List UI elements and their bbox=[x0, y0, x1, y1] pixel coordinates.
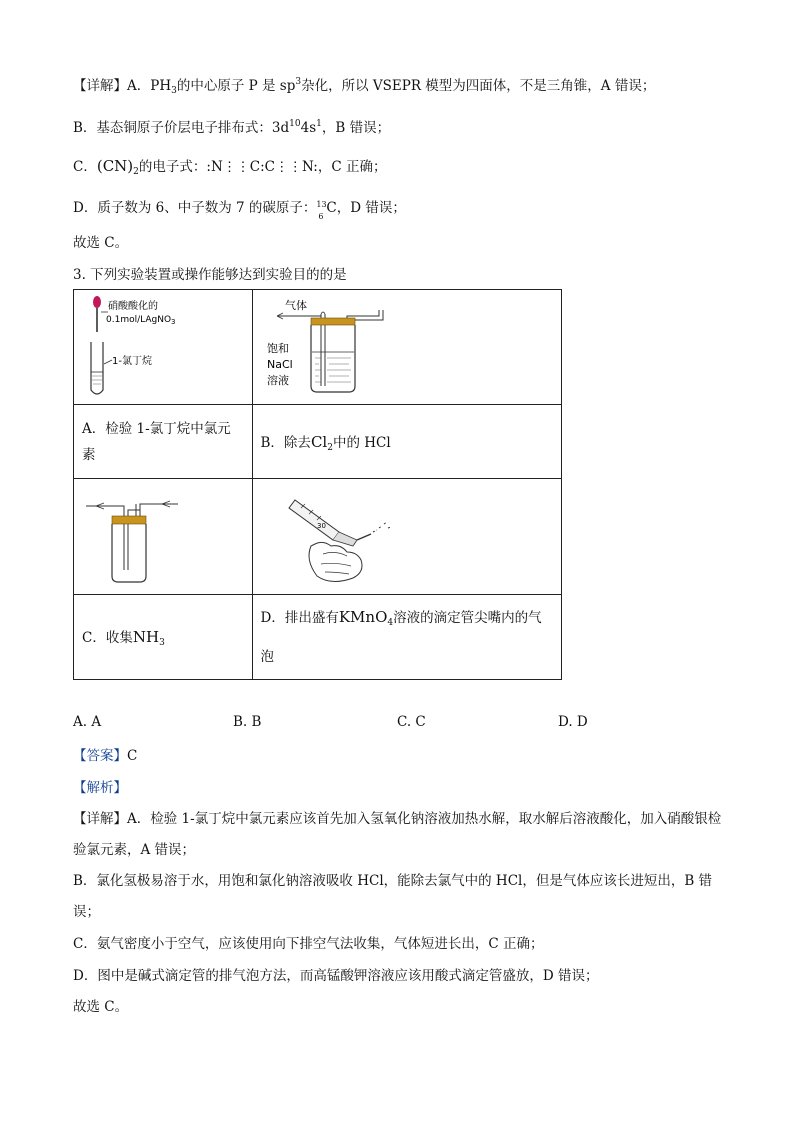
subscript: 2 bbox=[133, 167, 139, 177]
subscript: 2 bbox=[327, 442, 333, 453]
formula-cn: (CN) bbox=[96, 157, 134, 175]
option-a-cell bbox=[74, 405, 253, 479]
gas-label: 气体 bbox=[284, 299, 307, 312]
answer-label: 【答案】 bbox=[73, 748, 127, 764]
formula-ph: PH bbox=[150, 78, 172, 94]
subscript: 4 bbox=[387, 618, 394, 628]
burette-mark: 30 bbox=[316, 521, 326, 530]
figure-c-cell bbox=[74, 479, 253, 595]
text: 的电子式： bbox=[138, 159, 207, 175]
sample-label: 1-氯丁烷 bbox=[112, 356, 152, 367]
text: 溶液的滴定管尖嘴内的气泡 bbox=[260, 610, 542, 665]
text: 杂化，所以 VSEPR 模型为四面体，不是三角锥，A 错误； bbox=[301, 78, 656, 94]
solution-label-1: 饱和 bbox=[266, 342, 289, 355]
option-d-text bbox=[261, 600, 553, 674]
text: D．排出盛有 bbox=[260, 610, 339, 626]
choice-c: C. C bbox=[397, 714, 426, 730]
subscript: 3 bbox=[171, 86, 177, 96]
formula-nh3: NH bbox=[132, 628, 160, 646]
text: C．收集 bbox=[82, 630, 133, 646]
detail-c: C．氨气密度小于空气，应该使用向下排空气法收集，气体短进长出，C 正确； bbox=[73, 936, 544, 952]
prev-detail-b bbox=[73, 114, 390, 138]
superscript: 10 bbox=[289, 119, 301, 129]
figure-a-cell bbox=[74, 290, 253, 405]
nuclide-numbers bbox=[316, 198, 327, 221]
text: ，D 错误； bbox=[336, 200, 406, 216]
answer-value: C bbox=[127, 748, 138, 764]
option-d-cell bbox=[252, 595, 561, 680]
prev-conclusion: 故选 C。 bbox=[73, 235, 129, 251]
electron-formula: :N⋮⋮C:C⋮⋮N: bbox=[206, 159, 318, 175]
detail-d: D．图中是碱式滴定管的排气泡方法，而高锰酸钾溶液应该用酸式滴定管盛放，D 错误； bbox=[73, 968, 599, 984]
detail-lead: 【详解】A． bbox=[73, 78, 151, 94]
choice-d: D. D bbox=[558, 714, 588, 730]
figure-d-cell bbox=[252, 479, 561, 595]
analysis-label: 【解析】 bbox=[73, 780, 127, 796]
reagent-concentration: 0.1mol/LAgNO$_3$ bbox=[106, 315, 176, 326]
element-symbol: C bbox=[326, 200, 337, 216]
figure-d-burette-hand bbox=[261, 480, 541, 590]
detail-a: 【详解】A．检验 1-氯丁烷中氯元素应该首先加入氢氧化钠溶液加热水解，取水解后溶液酸化，加入硝酸银检验氯元素，A 错误； bbox=[73, 811, 722, 858]
text: ，B 错误； bbox=[321, 120, 391, 136]
choice-b: B. B bbox=[233, 714, 262, 730]
prev-detail-a bbox=[73, 72, 655, 101]
superscript: 1 bbox=[316, 119, 322, 129]
text: B．除去 bbox=[260, 434, 311, 451]
text: B．基态铜原子价层电子排布式：3d bbox=[73, 120, 290, 136]
mass-number: 13 bbox=[316, 200, 327, 209]
formula-cl2: Cl bbox=[310, 432, 328, 451]
option-a-text: A．检验 1-氯丁烷中氯元素 bbox=[82, 420, 231, 463]
prev-detail-d bbox=[73, 198, 406, 221]
solution-label-2: NaCl bbox=[266, 358, 293, 371]
question-title: 3. 下列实验装置或操作能够达到实验目的的是 bbox=[73, 267, 347, 283]
solution-label-3: 溶液 bbox=[266, 374, 289, 387]
text: 4s bbox=[300, 120, 317, 136]
option-c-cell bbox=[74, 595, 253, 680]
answer-line bbox=[73, 746, 137, 766]
figure-c-collection-bottle bbox=[82, 480, 232, 590]
formula-kmno4: KMnO bbox=[338, 608, 388, 626]
figure-b-cell bbox=[252, 290, 561, 405]
text: C． bbox=[73, 159, 97, 175]
superscript: 3 bbox=[295, 77, 302, 87]
prev-detail-c bbox=[73, 156, 386, 182]
option-b-cell bbox=[252, 405, 561, 479]
figure-a-test-tube bbox=[82, 290, 232, 400]
subscript: 3 bbox=[159, 638, 165, 648]
text: D．质子数为 6、中子数为 7 的碳原子： bbox=[73, 200, 317, 216]
detail-conclusion: 故选 C。 bbox=[73, 999, 129, 1015]
detail-b: B．氯化氢极易溶于水，用饱和氯化钠溶液吸收 HCl，能除去氯气中的 HCl，但是气体应该长进短出，B 错误； bbox=[73, 873, 713, 920]
figure-b-washing-bottle bbox=[261, 290, 541, 400]
text: 的中心原子 P 是 sp bbox=[176, 78, 296, 94]
text: ，C 正确； bbox=[317, 159, 387, 175]
atomic-number: 6 bbox=[318, 212, 324, 221]
choice-a: A. A bbox=[73, 714, 102, 730]
text: 中的 HCl bbox=[332, 434, 391, 451]
options-table bbox=[73, 289, 562, 680]
reagent-label: 硝酸酸化的 bbox=[108, 301, 158, 312]
